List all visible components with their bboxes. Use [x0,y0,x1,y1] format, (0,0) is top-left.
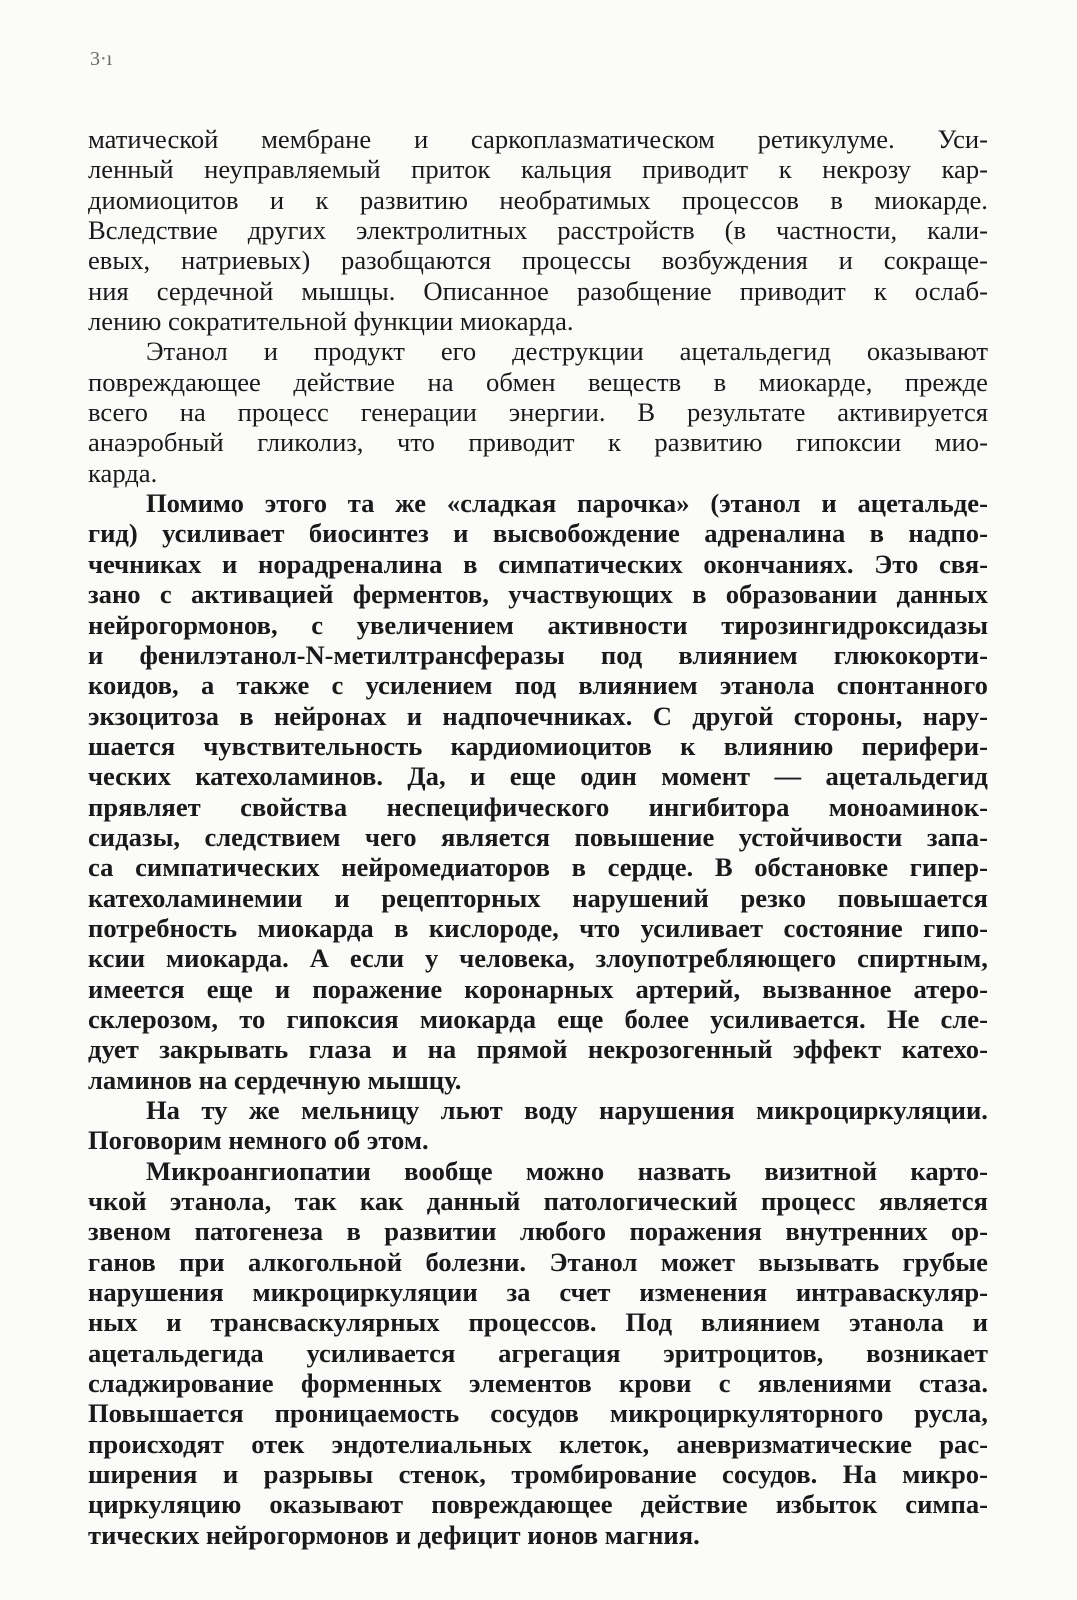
text-line: лению сократительной функции миокарда. [88,306,574,337]
text-line: экзоцитоза в нейронах и надпочечниках. С другой стороны, нару- [88,700,988,731]
text-line: ширения и разрывы стенок, тромбирование сосудов. На микро- [88,1459,988,1490]
text-line: зано с активацией ферментов, участвующих в образовании данных [88,579,988,610]
text-line: са симпатических нейромедиаторов в сердце. В обстановке гипер- [88,852,988,883]
text-line: катехоламинемии и рецепторных нарушений резко повышается [88,882,988,913]
text-line: евых, натриевых) разобщаются процессы возбуждения и сокраще- [88,245,988,276]
text-line: Поговорим немного об этом. [88,1125,429,1156]
text-line: чкой этанола, так как данный патологический процесс является [88,1186,988,1217]
text-line: Повышается проницаемость сосудов микроциркуляторного русла, [88,1398,988,1429]
text-line: анаэробный гликолиз, что приводит к развитию гипоксии мио- [88,427,988,458]
text-line: звеном патогенеза в развитии любого поражения внутренних ор- [88,1216,988,1247]
text-line: матической мембране и саркоплазматическом ретикулуме. Уси- [88,124,988,154]
paragraph [88,124,988,336]
text-line: коидов, а также с усилением под влиянием этанола спонтанного [88,670,988,701]
text-line: повреждающее действие на обмен веществ в миокарде, прежде [88,366,988,397]
text-line: склерозом, то гипоксия миокарда еще более усиливается. Не сле- [88,1003,988,1034]
text-line: ния сердечной мышцы. Описанное разобщение приводит к ослаб- [88,275,988,306]
text-line: циркуляцию оказывают повреждающее действие избыток симпа- [88,1489,988,1520]
text-line: ческих катехоламинов. Да, и еще один момент — ацетальдегид [88,761,988,792]
text-line: и фенилэтанол-N-метилтрансферазы под влиянием глюкокорти- [88,639,988,670]
paragraph [88,1156,988,1550]
text-line: всего на процесс генерации энергии. В результате активируется [88,397,988,428]
text-line: нарушения микроциркуляции за счет изменения интраваскуляр- [88,1277,988,1308]
text-line: потребность миокарда в кислороде, что усиливает состояние гипо- [88,912,988,943]
text-line: прявляет свойства неспецифического ингибитора моноаминок- [88,791,988,822]
text-line: дует закрывать глаза и на прямой некрозогенный эффект катехо- [88,1034,988,1065]
text-line: имеется еще и поражение коронарных артерий, вызванное атеро- [88,973,988,1004]
page-number: 3·ı [90,48,113,70]
text-line: карда. [88,457,158,488]
text-line: чечниках и норадреналина в симпатических окончаниях. Это свя- [88,548,988,579]
paragraph [88,1095,988,1156]
text-line: ганов при алкогольной болезни. Этанол может вызывать грубые [88,1246,988,1277]
text-line: тических нейрогормонов и дефицит ионов магния. [88,1519,700,1550]
body-text [88,124,988,1550]
text-line: Микроангиопатии вообще можно назвать визитной карто- [146,1155,988,1186]
text-line: ацетальдегида усиливается агрегация эритроцитов, возникает [88,1337,988,1368]
text-line: сидазы, следствием чего является повышение устойчивости запа- [88,821,988,852]
text-line: шается чувствительность кардиомиоцитов к влиянию перифери- [88,730,988,761]
text-line: Помимо этого та же «сладкая парочка» (этанол и ацетальде- [146,488,988,519]
text-line: нейрогормонов, с увеличением активности тирозингидроксидазы [88,609,988,640]
text-line: диомиоцитов и к развитию необратимых процессов в миокарде. [88,184,988,215]
text-line: ксии миокарда. А если у человека, злоупотребляющего спиртным, [88,943,988,974]
text-line: ламинов на сердечную мышцу. [88,1064,462,1095]
paragraph [88,488,988,1095]
text-line: сладжирование форменных элементов крови с явлениями стаза. [88,1368,988,1399]
text-line: ных и трансваскулярных процессов. Под влиянием этанола и [88,1307,988,1338]
text-line: происходят отек эндотелиальных клеток, аневризматические рас- [88,1428,988,1459]
paragraph [88,336,988,488]
text-line: ленный неуправляемый приток кальция приводит к некрозу кар- [88,154,988,185]
text-line: Вследствие других электролитных расстройств (в частности, кали- [88,215,988,246]
text-line: На ту же мельницу льют воду нарушения микроциркуляции. [146,1095,988,1125]
text-line: Этанол и продукт его деструкции ацетальдегид оказывают [146,336,988,367]
text-line: гид) усиливает биосинтез и высвобождение адреналина в надпо- [88,518,988,549]
